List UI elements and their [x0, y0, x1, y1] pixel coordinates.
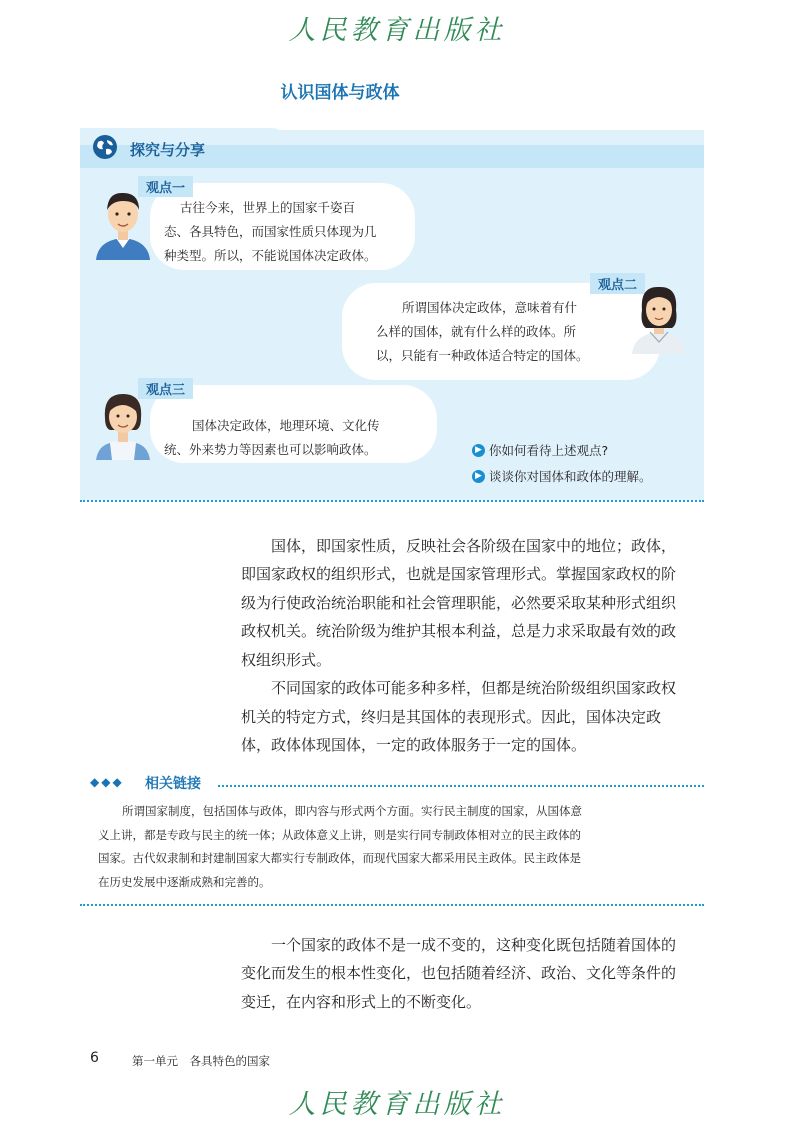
viewpoint-2-line-2: 么样的国体，就有什么样的政体。所 — [376, 324, 577, 339]
question-1-text: 你如何看待上述观点? — [489, 443, 609, 458]
viewpoint-2-label: 观点二 — [590, 273, 645, 294]
related-line-3: 国家。古代奴隶制和封建制国家大都实行专制政体，而现代国家大都采用民主政体。民主政体是 — [98, 851, 581, 865]
girl-avatar-icon — [626, 280, 692, 354]
paragraph-1-line-1: 国体，即国家性质，反映社会各阶级在国家中的地位；政体， — [271, 537, 677, 555]
paragraph-3-line-1: 一个国家的政体不是一成不变的，这种变化既包括随着国体的 — [271, 936, 677, 954]
discussion-title: 探究与分享 — [130, 141, 206, 159]
viewpoint-3-line-2: 统、外来势力等因素也可以影响政体。 — [164, 442, 377, 457]
related-line-2: 义上讲，都是专政与民主的统一体；从政体意义上讲，则是实行同专制政体相对立的民主政体的 — [98, 828, 581, 842]
related-line-4: 在历史发展中逐渐成熟和完善的。 — [98, 875, 271, 889]
paragraph-1-line-3: 级为行使政治统治职能和社会管理职能，必然要采取某种形式组织 — [241, 594, 677, 612]
viewpoint-2-line-3: 以，只能有一种政体适合特定的国体。 — [376, 348, 589, 363]
question-2 — [472, 467, 652, 485]
boy-avatar-icon — [92, 184, 154, 260]
related-title-divider — [218, 785, 704, 787]
paragraph-3-line-2: 变化而发生的根本性变化，也包括随着经济、政治、文化等条件的 — [241, 964, 677, 982]
diamond-markers-icon: ◆◆◆ — [90, 775, 124, 789]
arrow-right-icon: ▶ — [472, 470, 485, 483]
paragraph-2-line-2: 机关的特定方式，终归是其国体的表现形式。因此，国体决定政 — [241, 708, 662, 726]
girl-short-hair-avatar-icon — [92, 386, 154, 460]
question-2-text: 谈谈你对国体和政体的理解。 — [489, 469, 652, 484]
question-1 — [472, 441, 608, 459]
paragraph-2-line-3: 体，政体体现国体，一定的政体服务于一定的国体。 — [241, 736, 587, 754]
viewpoint-3-line-1: 国体决定政体，地理环境、文化传 — [192, 418, 380, 433]
viewpoint-2-line-1: 所谓国体决定政体，意味着有什 — [402, 300, 578, 315]
paragraph-1-line-2: 即国家政权的组织形式，也就是国家管理形式。掌握国家政权的阶 — [241, 565, 677, 583]
viewpoint-1-line-1: 古往今来，世界上的国家千姿百 — [180, 200, 356, 215]
section-title: 认识国体与政体 — [280, 83, 400, 103]
related-line-1: 所谓国家制度，包括国体与政体，即内容与形式两个方面。实行民主制度的国家，从国体意 — [122, 804, 582, 818]
viewpoint-1-line-2: 态、各具特色，而国家性质只体现为几 — [164, 224, 377, 239]
page-number: 6 — [90, 1050, 99, 1066]
related-bottom-divider — [80, 904, 704, 906]
globe-icon — [92, 134, 118, 160]
publisher-header: 人民教育出版社 — [288, 15, 506, 46]
paragraph-3-line-3: 变迁，在内容和形式上的不断变化。 — [241, 993, 482, 1011]
paragraph-2-line-1: 不同国家的政体可能多种多样，但都是统治阶级组织国家政权 — [271, 679, 677, 697]
paragraph-1-line-4: 政权机关。统治阶级为维护其根本利益，总是力求采取最有效的政 — [241, 622, 677, 640]
paragraph-1-line-5: 权组织形式。 — [241, 651, 332, 669]
unit-title: 第一单元 各具特色的国家 — [132, 1054, 270, 1068]
related-title: 相关链接 — [145, 776, 201, 792]
publisher-footer: 人民教育出版社 — [288, 1089, 506, 1120]
viewpoint-1-label: 观点一 — [138, 176, 193, 197]
viewpoint-1-line-3: 种类型。所以，不能说国体决定政体。 — [164, 248, 377, 263]
discussion-divider — [80, 500, 704, 502]
viewpoint-3-label: 观点三 — [138, 378, 193, 399]
arrow-right-icon: ▶ — [472, 444, 485, 457]
